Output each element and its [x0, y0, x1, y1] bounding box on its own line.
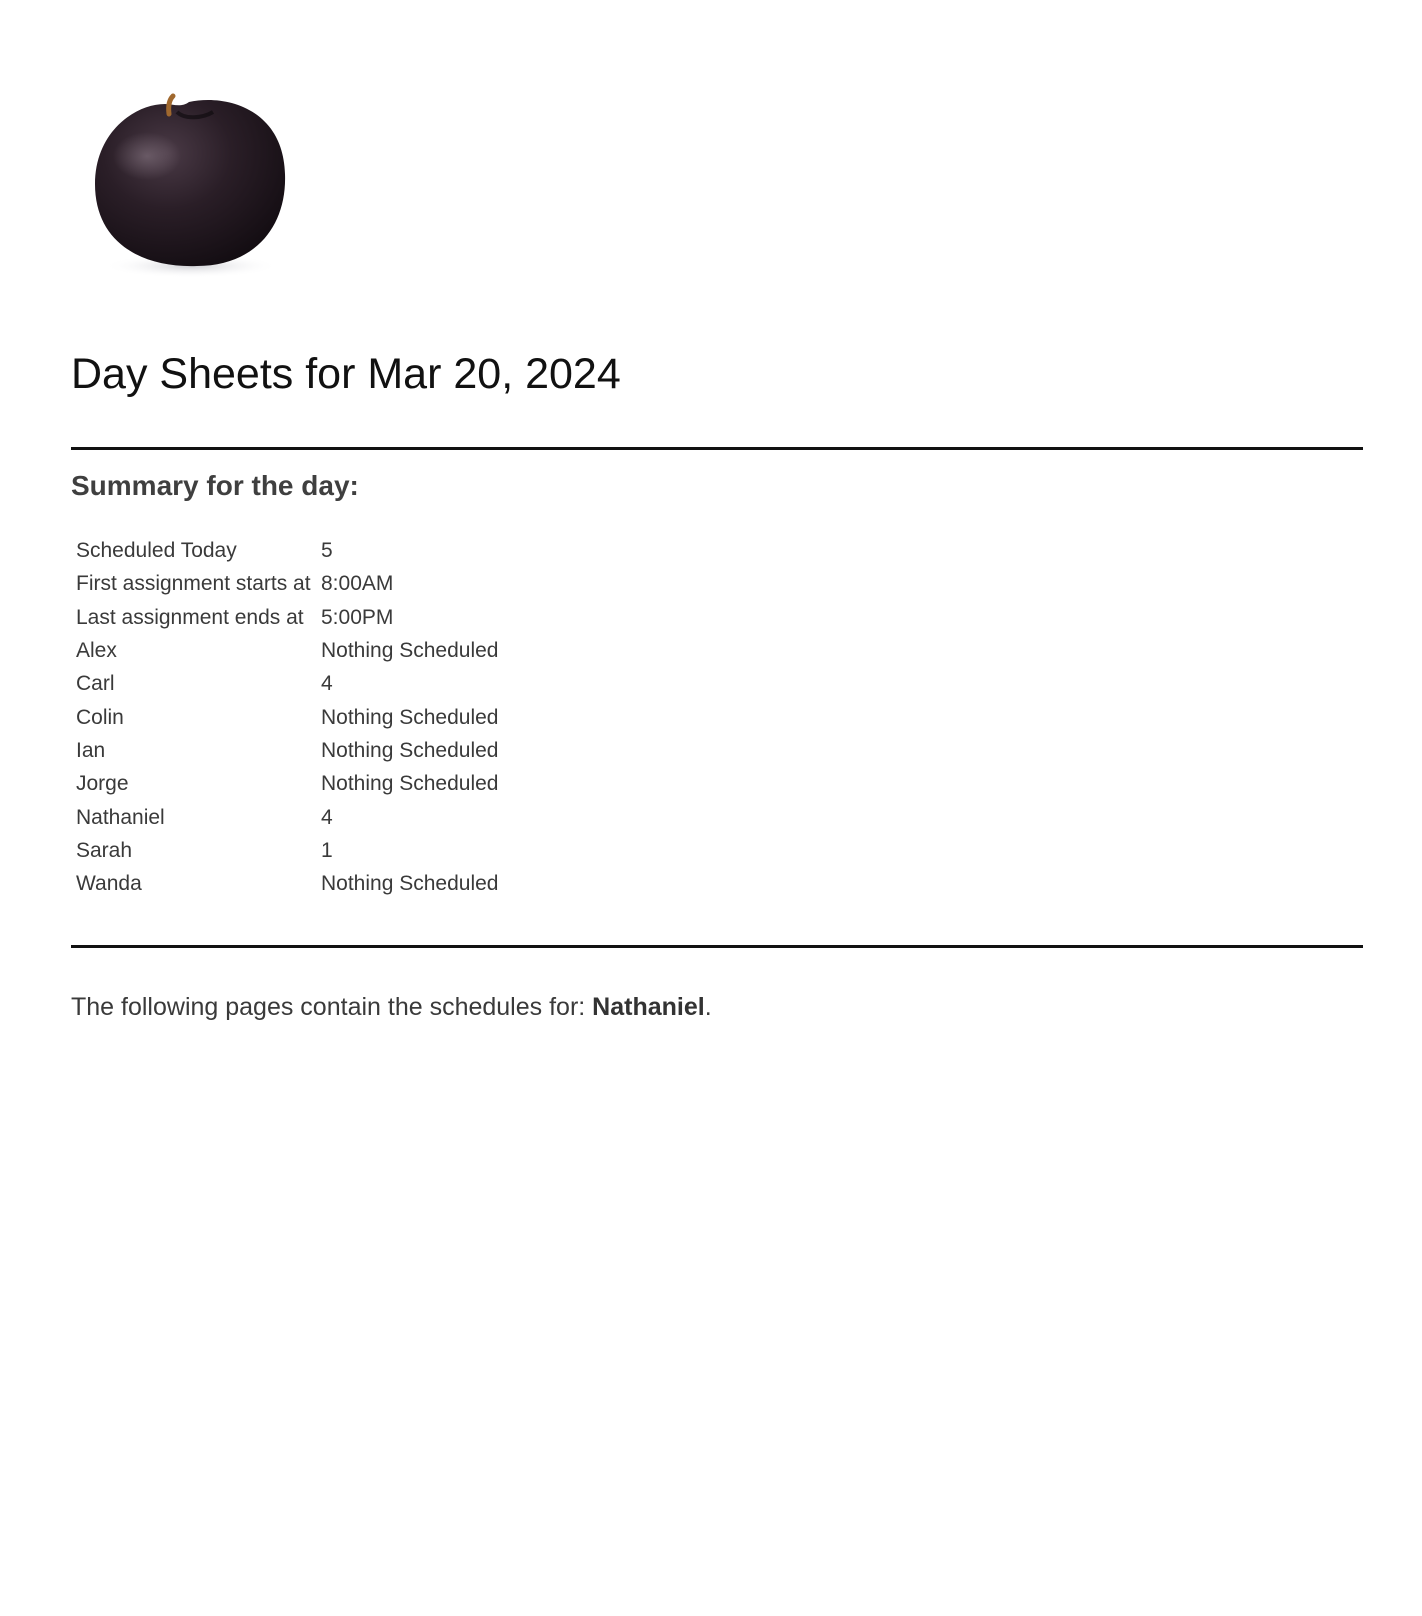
- row-label: Colin: [76, 705, 124, 729]
- row-value: Nothing Scheduled: [321, 872, 499, 896]
- row-value: 4: [321, 805, 333, 829]
- row-value: 5:00PM: [321, 605, 394, 629]
- table-row: [73, 634, 501, 667]
- table-row: [73, 834, 501, 867]
- row-label: Sarah: [76, 838, 133, 862]
- row-value: Nothing Scheduled: [321, 772, 499, 796]
- schedules-note-suffix: .: [704, 993, 712, 1021]
- table-row: [73, 734, 501, 767]
- row-value: 4: [321, 672, 333, 696]
- table-row: [73, 767, 501, 800]
- schedules-note-name: Nathaniel: [592, 993, 705, 1021]
- row-label: Scheduled Today: [76, 539, 237, 563]
- row-value: 5: [321, 539, 333, 563]
- divider-bottom: [71, 945, 1363, 948]
- table-row: [73, 534, 501, 567]
- schedules-note-prefix: The following pages contain the schedules for:: [71, 993, 593, 1021]
- row-label: Nathaniel: [76, 805, 165, 829]
- table-row: [73, 667, 501, 700]
- table-row: [73, 601, 501, 634]
- row-value: 8:00AM: [321, 572, 394, 596]
- row-label: Jorge: [76, 772, 129, 796]
- row-label: Ian: [76, 738, 106, 762]
- table-row: [73, 867, 501, 900]
- summary-table: [73, 534, 501, 900]
- page-title: Day Sheets for Mar 20, 2024: [71, 350, 621, 398]
- divider-top: [71, 447, 1363, 450]
- table-row: [73, 567, 501, 600]
- day-sheet-page: [71, 0, 1363, 1616]
- schedules-note: [71, 990, 712, 1024]
- row-label: Last assignment ends at: [76, 605, 304, 629]
- row-value: 1: [321, 838, 333, 862]
- table-row: [73, 800, 501, 833]
- row-label: First assignment starts at: [76, 572, 311, 596]
- row-value: Nothing Scheduled: [321, 705, 499, 729]
- summary-heading: Summary for the day:: [71, 470, 359, 501]
- row-value: Nothing Scheduled: [321, 738, 499, 762]
- row-value: Nothing Scheduled: [321, 639, 499, 663]
- plum-icon: [85, 86, 295, 296]
- table-row: [73, 700, 501, 733]
- row-label: Alex: [76, 639, 117, 663]
- row-label: Carl: [76, 672, 115, 696]
- row-label: Wanda: [76, 872, 142, 896]
